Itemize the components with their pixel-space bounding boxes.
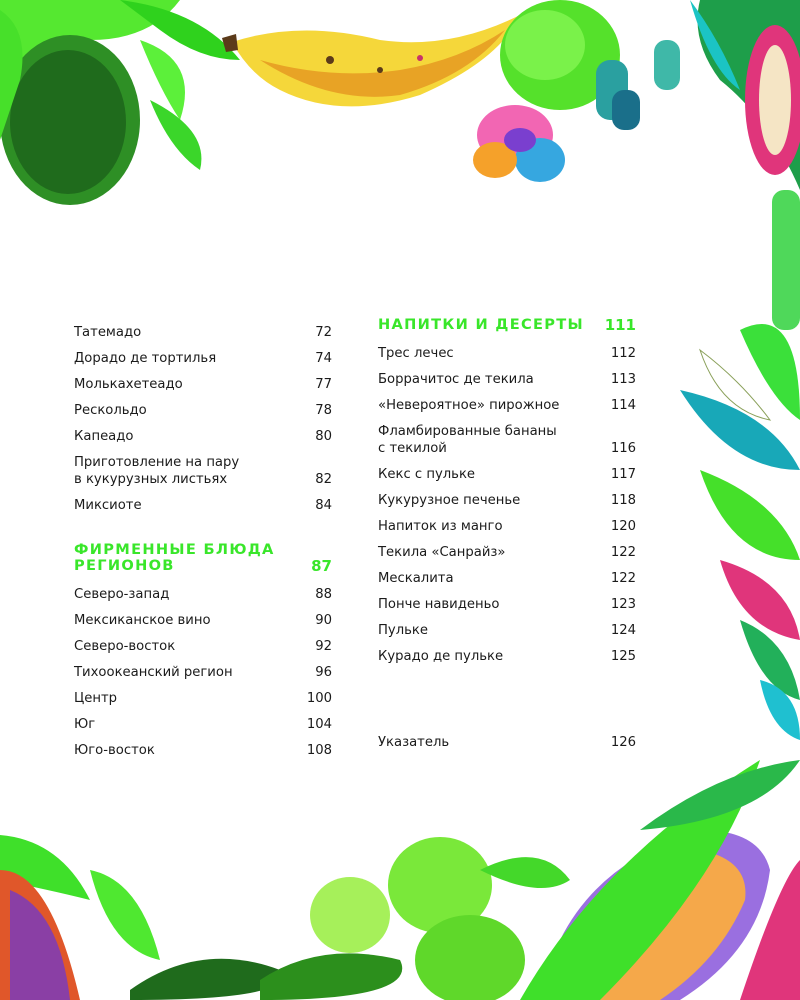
section-title: ФИРМЕННЫЕ БЛЮДА РЕГИОНОВ (74, 541, 275, 574)
toc-entry-title: Молькахетеадо (74, 377, 183, 392)
toc-entry-page: 125 (610, 649, 636, 664)
toc-entry-title: Миксиоте (74, 498, 142, 513)
toc-entry[interactable] (74, 603, 332, 629)
toc-entry-page: 82 (315, 472, 332, 487)
toc-entry[interactable] (378, 483, 636, 509)
toc-entry-title: Приготовление на пару в кукурузных листьях (74, 455, 240, 487)
toc-entry[interactable] (74, 315, 332, 341)
toc-entry-title: Понче навиденьо (378, 597, 500, 612)
toc-entry-page: 117 (610, 467, 636, 482)
toc-entry-title: Мескалита (378, 571, 454, 586)
toc-entry[interactable] (74, 445, 332, 488)
toc-entry-title: Боррачитос де текила (378, 372, 534, 387)
toc-entry[interactable] (378, 509, 636, 535)
toc-entry[interactable] (378, 414, 636, 457)
toc-entry[interactable] (74, 488, 332, 514)
toc-entry-page: 84 (315, 498, 332, 513)
toc-entry-title: Пульке (378, 623, 429, 638)
toc-section-heading[interactable] (378, 311, 636, 333)
toc-entry-page: 124 (610, 623, 636, 638)
toc-entry[interactable] (378, 336, 636, 362)
toc-group-techniques (74, 315, 332, 514)
toc-entry-title: Мексиканское вино (74, 613, 211, 628)
avocado-top-left-icon (0, 0, 240, 205)
toc-entry-title: Трес лечес (378, 346, 454, 361)
toc-entry-page: 72 (315, 325, 332, 340)
toc-entry[interactable] (378, 639, 636, 665)
toc-entry-title: Кукурузное печенье (378, 493, 521, 508)
toc-entry[interactable] (74, 341, 332, 367)
toc-entry-title: Напиток из манго (378, 519, 503, 534)
toc-entry-title: Текила «Санрайз» (378, 545, 506, 560)
toc-group-regions (74, 577, 332, 759)
section-page: 111 (604, 316, 636, 334)
toc-entry-title: Курадо де пульке (378, 649, 504, 664)
toc-entry[interactable] (74, 577, 332, 603)
toc-entry-page: 126 (610, 735, 636, 750)
toc-entry[interactable] (74, 707, 332, 733)
toc-entry-page: 77 (315, 377, 332, 392)
toc-entry[interactable] (74, 367, 332, 393)
toc-entry-page: 104 (306, 717, 332, 732)
toc-entry-page: 116 (610, 441, 636, 456)
toc-entry[interactable] (74, 393, 332, 419)
flower-icon (473, 105, 565, 182)
toc-entry-page: 114 (610, 398, 636, 413)
section-page: 87 (311, 557, 332, 575)
toc-entry-title: Кекс с пульке (378, 467, 476, 482)
toc-index-entry[interactable] (378, 725, 636, 751)
toc-entry-page: 78 (315, 403, 332, 418)
toc-entry[interactable] (74, 629, 332, 655)
toc-entry[interactable] (378, 362, 636, 388)
toc-entry-page: 88 (315, 587, 332, 602)
toc-entry-page: 92 (315, 639, 332, 654)
toc-entry-page: 80 (315, 429, 332, 444)
toc-entry-title: Северо-восток (74, 639, 176, 654)
toc-entry[interactable] (74, 419, 332, 445)
toc-entry-page: 90 (315, 613, 332, 628)
avocado-bottom-left-icon (0, 835, 282, 1000)
toc-right-column (378, 311, 636, 751)
toc-entry[interactable] (378, 535, 636, 561)
toc-entry-title: Рескольдо (74, 403, 147, 418)
toc-entry-page: 123 (610, 597, 636, 612)
toc-entry-title: Тихоокеанский регион (74, 665, 233, 680)
toc-entry[interactable] (378, 613, 636, 639)
toc-entry-page: 96 (315, 665, 332, 680)
toc-left-column (74, 315, 332, 759)
toc-entry[interactable] (378, 388, 636, 414)
toc-entry-title: Центр (74, 691, 118, 706)
toc-entry-page: 122 (610, 571, 636, 586)
cactus-right-icon (680, 190, 800, 740)
toc-entry-page: 74 (315, 351, 332, 366)
toc-entry[interactable] (74, 655, 332, 681)
toc-group-desserts (378, 336, 636, 665)
toc-section-heading[interactable] (74, 540, 332, 574)
toc-entry-title: Татемадо (74, 325, 142, 340)
toc-entry-page: 100 (306, 691, 332, 706)
toc-entry-title: Капеадо (74, 429, 134, 444)
toc-entry-page: 113 (610, 372, 636, 387)
toc-entry-title: Юго-восток (74, 743, 155, 758)
toc-entry[interactable] (74, 733, 332, 759)
toc-entry-title: Указатель (378, 735, 450, 750)
section-title: НАПИТКИ И ДЕСЕРТЫ (378, 316, 584, 333)
toc-entry-page: 118 (610, 493, 636, 508)
toc-entry[interactable] (378, 587, 636, 613)
toc-entry-page: 108 (306, 743, 332, 758)
toc-entry-page: 120 (610, 519, 636, 534)
toc-entry-page: 112 (610, 346, 636, 361)
toc-entry[interactable] (74, 681, 332, 707)
banana-icon (222, 15, 520, 106)
limes-bottom-icon (260, 837, 570, 1000)
toc-entry-title: Фламбированные бананы с текилой (378, 424, 557, 456)
toc-entry-title: Юг (74, 717, 96, 732)
toc-entry[interactable] (378, 457, 636, 483)
toc-entry-title: «Невероятное» пирожное (378, 398, 560, 413)
toc-entry-title: Северо-запад (74, 587, 170, 602)
toc-entry[interactable] (378, 561, 636, 587)
toc-entry-page: 122 (610, 545, 636, 560)
toc-entry-title: Дорадо де тортилья (74, 351, 217, 366)
cacao-pod-icon (690, 0, 800, 190)
